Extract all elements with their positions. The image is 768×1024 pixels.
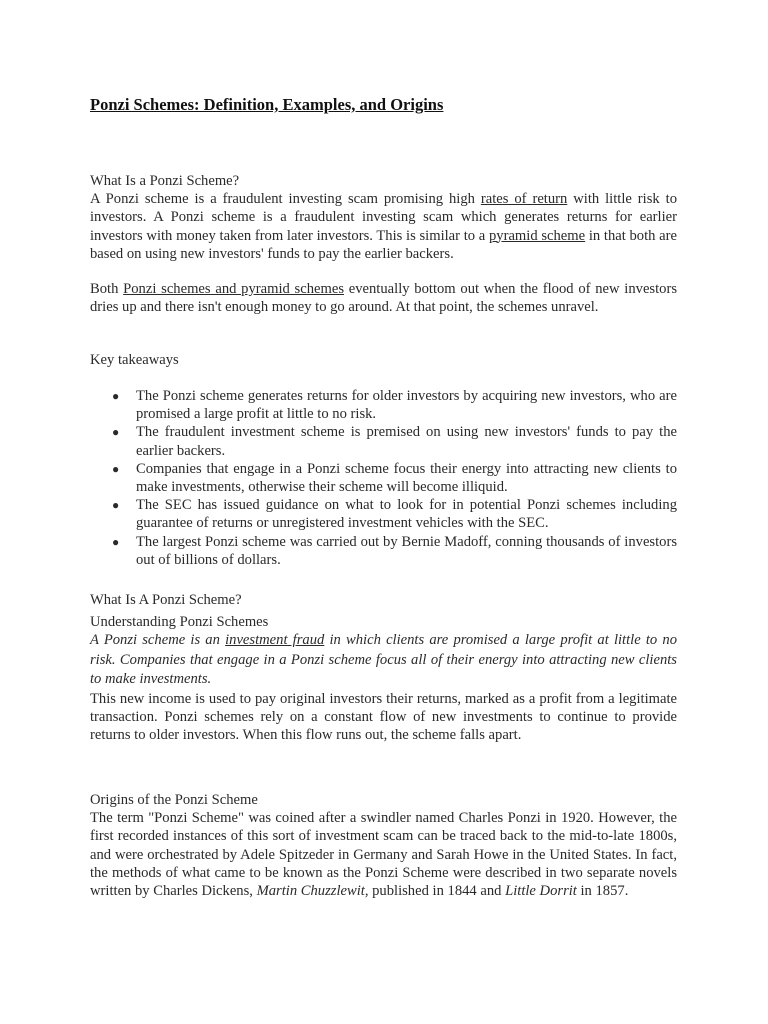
text-run: , published in 1844 and [364,883,506,900]
list-item [112,387,677,423]
text-run: The term "Ponzi Scheme" was coined after a swindler named Charles Ponzi in 1920. However, the first recorded instances of this sort of investment scam can be traced back to the mid-to-late 1800s, and were orchestrated by Adele Spitzeder in Germany and Sarah Howe in the United States. In fact, the methods of what came to be known as the Ponzi Scheme were described in two separate novels written by Charles Dickens, [90,810,677,900]
list-item [112,423,677,459]
section-heading: Origins of the Ponzi Scheme [90,792,258,808]
bullet-icon: ● [112,425,120,440]
page-title: Ponzi Schemes: Definition, Examples, and Origins [90,95,444,114]
link-investment-fraud[interactable]: investment fraud [225,632,325,649]
list-item-text: The SEC has issued guidance on what to look for in potential Ponzi schemes including guarantee of returns or unregistered investment vehicles with the SEC. [136,497,677,532]
bullet-icon: ● [112,389,120,403]
text-run: A Ponzi scheme is a fraudulent investing scam promising high [90,191,481,208]
text-run: in which clients are promised a large profit at little to no risk. Companies that engage in a Ponzi scheme focus all of their energy into attracting new clients to make investments. [90,632,677,688]
section-heading: What Is A Ponzi Scheme? [90,592,242,608]
key-takeaways-heading-block [90,351,677,369]
text-run: with little risk to investors. A Ponzi scheme is a fraudulent investing scam which generates returns for earlier investors with money taken from later investors. This is similar to a [90,191,677,244]
key-takeaways-list-block [90,387,677,569]
list-item [112,460,677,496]
book-title: Martin Chuzzlewit [256,883,365,900]
paragraph [90,809,677,900]
paragraph [90,690,677,745]
link-ponzi-and-pyramid-schemes[interactable]: Ponzi schemes and pyramid schemes [123,281,344,297]
text-run: A Ponzi scheme is an [90,632,226,649]
section-understanding [90,591,677,745]
list-item [112,496,677,532]
list-item-text: Companies that engage in a Ponzi scheme focus their energy into attracting new clients to make investments, otherwise their scheme will become illiquid. [136,460,677,496]
section-what-is [90,172,677,263]
key-takeaways-list [90,387,677,569]
bullet-icon: ● [112,461,120,476]
list-item [112,533,677,569]
link-rates-of-return[interactable]: rates of return [480,191,568,208]
list-item-text: The Ponzi scheme generates returns for older investors by acquiring new investors, who are promised a large profit at little to no risk. [136,388,677,423]
list-item-text: The fraudulent investment scheme is premised on using new investors' funds to pay the earlier backers. [136,424,677,459]
text-run: in 1857. [576,883,629,900]
section-heading: What Is a Ponzi Scheme? [90,173,240,189]
text-run: This new income is used to pay original investors their returns, marked as a profit from a legitimate transaction. Ponzi schemes rely on a constant flow of new investments to continue to provide returns to older investors. When this flow runs out, the scheme falls apart. [90,690,677,744]
paragraph [90,280,677,316]
key-takeaways-heading: Key takeaways [90,352,179,368]
bullet-icon: ● [112,534,120,549]
paragraph [90,190,677,263]
text-run: in that both are based on using new investors' funds to pay the earlier backers. [90,227,677,262]
section-subheading: Understanding Ponzi Schemes [90,614,269,631]
link-pyramid-scheme[interactable]: pyramid scheme [489,227,586,244]
section-both [90,280,677,316]
book-title: Little Dorrit [505,883,577,900]
section-origins [90,791,677,900]
bullet-icon: ● [112,498,120,513]
text-run: eventually bottom out when the flood of new investors dries up and there isn't enough money to go around. At that point, the schemes unravel. [90,281,678,316]
italic-paragraph [90,631,677,690]
list-item-text: The largest Ponzi scheme was carried out by Bernie Madoff, conning thousands of investors out of billions of dollars. [136,533,677,568]
text-run: Both [90,281,124,297]
